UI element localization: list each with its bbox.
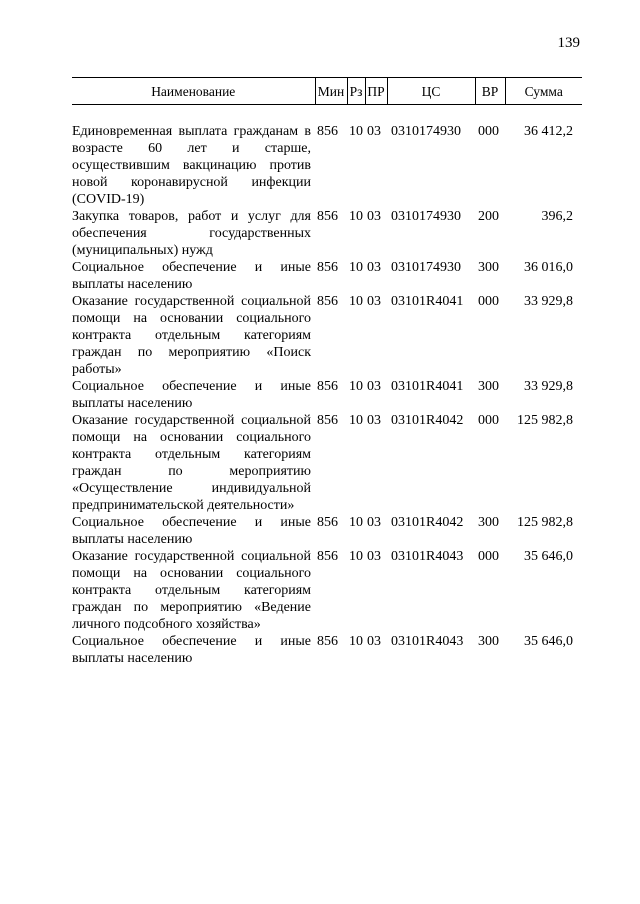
row-rz: 10 <box>349 260 363 275</box>
table-row <box>72 412 582 514</box>
table-row <box>72 633 582 667</box>
row-sum: 396,2 <box>541 209 573 224</box>
row-vr: 000 <box>478 413 499 428</box>
row-name: Социальное обеспечение и иные выплаты населению <box>72 515 311 547</box>
row-cs: 03101R4043 <box>391 634 464 649</box>
row-min: 856 <box>317 124 338 139</box>
row-min: 856 <box>317 209 338 224</box>
row-vr: 200 <box>478 209 499 224</box>
row-rz: 10 <box>349 379 363 394</box>
budget-table <box>72 77 582 667</box>
header-name: Наименование <box>72 78 315 105</box>
row-sum: 33 929,8 <box>524 379 573 394</box>
header-cs: ЦС <box>387 78 475 105</box>
row-pr: 03 <box>367 294 381 309</box>
row-sum: 35 646,0 <box>524 549 573 564</box>
header-rz: Рз <box>347 78 365 105</box>
row-pr: 03 <box>367 124 381 139</box>
row-rz: 10 <box>349 294 363 309</box>
table-row <box>72 259 582 293</box>
row-sum: 36 016,0 <box>524 260 573 275</box>
row-pr: 03 <box>367 379 381 394</box>
header-vr: ВР <box>475 78 505 105</box>
row-min: 856 <box>317 260 338 275</box>
header-min: Мин <box>315 78 347 105</box>
row-pr: 03 <box>367 413 381 428</box>
row-min: 856 <box>317 549 338 564</box>
table-row <box>72 293 582 378</box>
row-min: 856 <box>317 634 338 649</box>
row-rz: 10 <box>349 124 363 139</box>
row-vr: 000 <box>478 124 499 139</box>
row-cs: 0310174930 <box>391 209 461 224</box>
row-rz: 10 <box>349 515 363 530</box>
row-vr: 300 <box>478 634 499 649</box>
table-row <box>72 514 582 548</box>
row-rz: 10 <box>349 549 363 564</box>
row-name: Единовременная выплата гражданам в возрасте 60 лет и старше, осуществившим вакцинацию против новой коронавирусной инфекции (COVID-19) <box>72 124 311 207</box>
row-rz: 10 <box>349 634 363 649</box>
row-name: Социальное обеспечение и иные выплаты населению <box>72 634 311 666</box>
row-cs: 0310174930 <box>391 260 461 275</box>
row-sum: 125 982,8 <box>517 413 573 428</box>
row-pr: 03 <box>367 515 381 530</box>
row-pr: 03 <box>367 634 381 649</box>
row-vr: 300 <box>478 515 499 530</box>
row-sum: 35 646,0 <box>524 634 573 649</box>
row-pr: 03 <box>367 209 381 224</box>
row-min: 856 <box>317 413 338 428</box>
table-header-row <box>72 78 582 105</box>
row-cs: 03101R4042 <box>391 413 464 428</box>
row-name: Социальное обеспечение и иные выплаты населению <box>72 379 311 411</box>
row-sum: 36 412,2 <box>524 124 573 139</box>
row-min: 856 <box>317 515 338 530</box>
row-cs: 0310174930 <box>391 124 461 139</box>
row-name: Закупка товаров, работ и услуг для обеспечения государственных (муниципальных) нужд <box>72 209 311 258</box>
row-vr: 000 <box>478 294 499 309</box>
row-name: Оказание государственной социальной помощи на основании социального контракта отдельным категориям граждан по мероприятию «Поиск работы» <box>72 294 311 377</box>
table-row <box>72 208 582 259</box>
row-pr: 03 <box>367 549 381 564</box>
row-vr: 000 <box>478 549 499 564</box>
row-cs: 03101R4042 <box>391 515 464 530</box>
row-cs: 03101R4041 <box>391 294 464 309</box>
table-row <box>72 123 582 208</box>
row-sum: 125 982,8 <box>517 515 573 530</box>
row-min: 856 <box>317 294 338 309</box>
row-name: Оказание государственной социальной помощи на основании социального контракта отдельным категориям граждан по мероприятию «Осуществление индивидуальной предпринимательской деятельности» <box>72 413 311 513</box>
row-name: Оказание государственной социальной помощи на основании социального контракта отдельным категориям граждан по мероприятию «Ведение личного подсобного хозяйства» <box>72 549 311 632</box>
row-cs: 03101R4041 <box>391 379 464 394</box>
table-row <box>72 378 582 412</box>
row-cs: 03101R4043 <box>391 549 464 564</box>
table-row <box>72 548 582 633</box>
row-sum: 33 929,8 <box>524 294 573 309</box>
row-pr: 03 <box>367 260 381 275</box>
row-rz: 10 <box>349 413 363 428</box>
header-sum: Сумма <box>505 78 582 105</box>
header-pr: ПР <box>365 78 387 105</box>
row-name: Социальное обеспечение и иные выплаты населению <box>72 260 311 292</box>
row-vr: 300 <box>478 260 499 275</box>
row-vr: 300 <box>478 379 499 394</box>
row-rz: 10 <box>349 209 363 224</box>
row-min: 856 <box>317 379 338 394</box>
page-number: 139 <box>557 35 580 51</box>
